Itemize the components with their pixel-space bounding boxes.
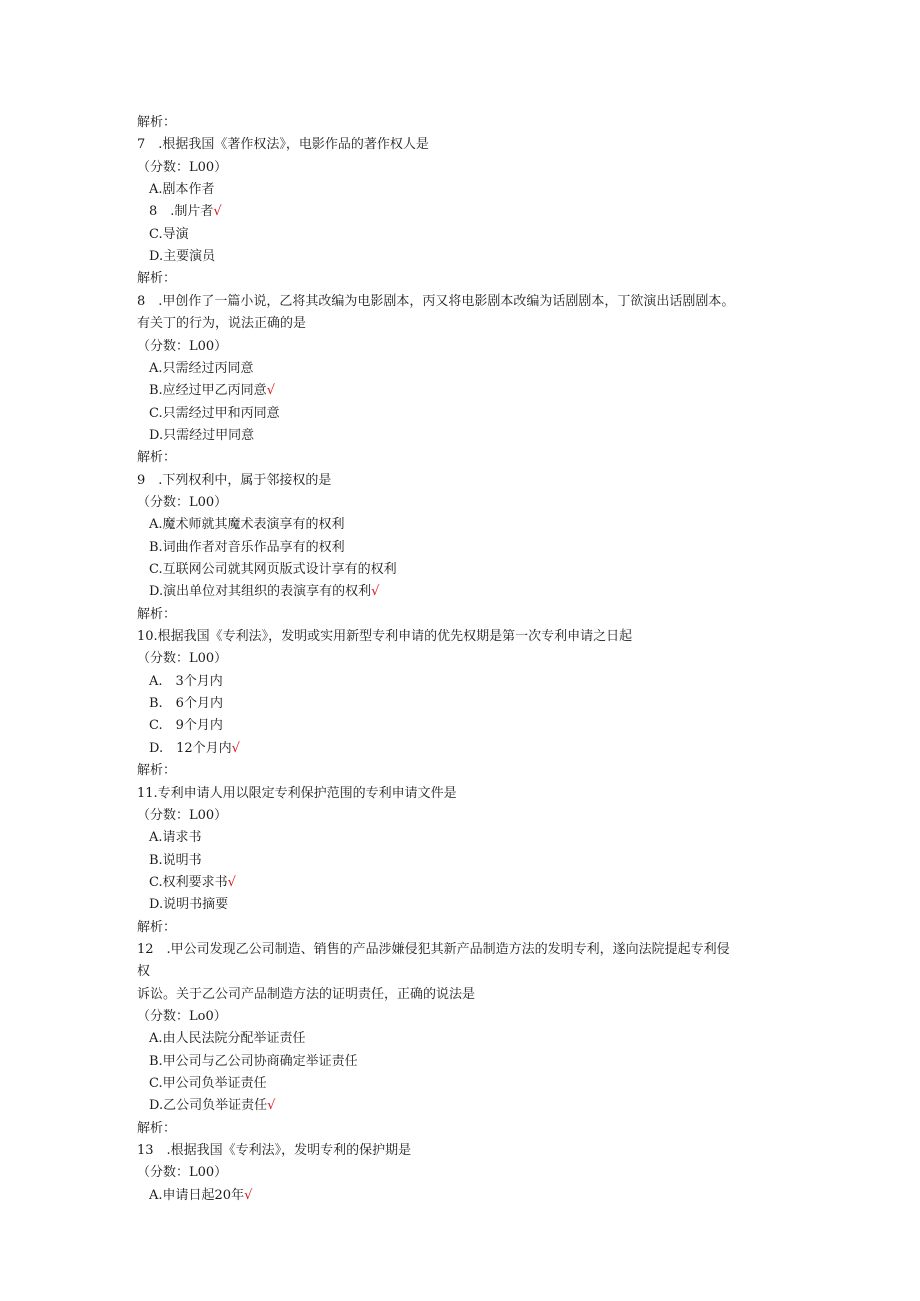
- line-text: D.演出单位对其组织的表演享有的权利: [149, 584, 372, 600]
- check-mark-icon: √: [371, 584, 380, 600]
- answer-option: [149, 674, 223, 690]
- question-line: [137, 1165, 227, 1181]
- answer-option: [149, 361, 254, 377]
- line-text: B. 6个月内: [149, 696, 223, 712]
- answer-option: [149, 1076, 267, 1092]
- line-text: 权: [137, 964, 151, 980]
- check-mark-icon: √: [266, 383, 275, 399]
- question-line: [137, 294, 734, 310]
- line-text: A.申请日起20年: [149, 1187, 245, 1203]
- line-text: 解析：: [137, 763, 177, 779]
- answer-option-correct: [149, 1098, 275, 1114]
- question-line: [137, 763, 176, 779]
- question-line: [137, 137, 429, 153]
- line-text: 解析：: [137, 271, 177, 287]
- line-text: 8 .甲创作了一篇小说，乙将其改编为电影剧本，丙又将电影剧本改编为话剧剧本，丁欲演出话剧剧本。: [137, 293, 735, 309]
- answer-option: [149, 718, 223, 734]
- question-line: [137, 629, 632, 645]
- line-text: 解析：: [137, 606, 177, 622]
- line-text: A.剧本作者: [149, 182, 215, 198]
- answer-option: [149, 227, 189, 243]
- question-line: [137, 473, 331, 489]
- question-line: [137, 271, 176, 287]
- question-line: [137, 964, 150, 980]
- line-text: B.应经过甲乙丙同意: [149, 383, 267, 399]
- line-text: （分数：L00）: [137, 494, 228, 510]
- question-line: [137, 115, 176, 131]
- line-text: （分数：L00）: [137, 159, 228, 175]
- answer-option: [149, 897, 228, 913]
- line-text: A.请求书: [149, 830, 202, 846]
- answer-option: [149, 182, 215, 198]
- line-text: 有关丁的行为，说法正确的是: [137, 316, 307, 332]
- line-text: 12 .甲公司发现乙公司制造、销售的产品涉嫌侵犯其新产品制造方法的发明专利，遂向法院提起专利侵: [137, 941, 730, 957]
- answer-option: [149, 1031, 306, 1047]
- line-text: C.甲公司负举证责任: [149, 1076, 267, 1092]
- line-text: 7 .根据我国《著作权法》，电影作品的著作权人是: [137, 137, 429, 153]
- question-line: [137, 495, 227, 511]
- line-text: 13 .根据我国《专利法》，发明专利的保护期是: [137, 1143, 412, 1159]
- question-line: [137, 607, 176, 623]
- check-mark-icon: √: [213, 204, 222, 220]
- line-text: D.乙公司负举证责任: [149, 1098, 268, 1114]
- line-text: B.甲公司与乙公司协商确定举证责任: [149, 1053, 358, 1069]
- question-line: [137, 1121, 176, 1137]
- line-text: B.说明书: [149, 852, 202, 868]
- line-text: （分数：L00）: [137, 807, 228, 823]
- check-mark-icon: √: [244, 1187, 253, 1203]
- line-text: （分数：L00）: [137, 338, 228, 354]
- answer-option-correct: [149, 383, 275, 399]
- check-mark-icon: √: [231, 740, 240, 756]
- check-mark-icon: √: [267, 1098, 276, 1114]
- line-text: 9 .下列权利中，属于邻接权的是: [137, 472, 332, 488]
- answer-option-correct: [149, 741, 240, 757]
- question-line: [137, 316, 306, 332]
- answer-option: [149, 853, 202, 869]
- line-text: 解析：: [137, 919, 177, 935]
- answer-option-correct: [149, 584, 379, 600]
- answer-option-correct: [149, 875, 236, 891]
- line-text: A. 3个月内: [149, 673, 223, 689]
- answer-option: [149, 696, 223, 712]
- question-line: [137, 920, 176, 936]
- line-text: D.主要演员: [149, 249, 216, 265]
- line-text: C.权利要求书: [149, 874, 228, 890]
- line-text: 解析：: [137, 1120, 177, 1136]
- line-text: A.只需经过丙同意: [149, 360, 254, 376]
- line-text: C. 9个月内: [149, 718, 223, 734]
- line-text: 解析：: [137, 450, 177, 466]
- question-line: [137, 450, 176, 466]
- question-line: [137, 160, 227, 176]
- answer-option: [149, 428, 254, 444]
- line-text: 解析：: [137, 115, 177, 130]
- question-line: [137, 786, 457, 802]
- question-line: [137, 651, 227, 667]
- line-text: 8 .制片者: [149, 204, 214, 220]
- line-text: （分数：L00）: [137, 1165, 228, 1181]
- answer-option-correct: [149, 204, 222, 220]
- answer-option: [149, 540, 345, 556]
- line-text: （分数：Lo0）: [137, 1009, 227, 1024]
- answer-option: [149, 249, 215, 265]
- line-text: 诉讼。关于乙公司产品制造方法的证明责任，正确的说法是: [137, 986, 476, 1002]
- question-line: [137, 987, 475, 1003]
- answer-option: [149, 406, 280, 422]
- answer-option: [149, 1054, 358, 1070]
- line-text: A.魔术师就其魔术表演享有的权利: [149, 517, 345, 533]
- question-line: [137, 808, 227, 824]
- line-text: A.由人民法院分配举证责任: [149, 1031, 306, 1047]
- question-line: [137, 1009, 227, 1025]
- line-text: C.只需经过甲和丙同意: [149, 405, 280, 421]
- line-text: D.说明书摘要: [149, 897, 229, 913]
- line-text: C.互联网公司就其网页版式设计享有的权利: [149, 562, 397, 577]
- line-text: B.词曲作者对音乐作品享有的权利: [149, 539, 345, 555]
- line-text: C.导演: [149, 226, 189, 242]
- answer-option: [149, 830, 202, 846]
- question-line: [137, 1143, 411, 1159]
- question-line: [137, 339, 227, 355]
- answer-option: [149, 562, 397, 578]
- answer-option-correct: [149, 1188, 252, 1204]
- line-text: D. 12个月内: [149, 740, 232, 756]
- line-text: （分数：L00）: [137, 651, 228, 667]
- line-text: 11.专利申请人用以限定专利保护范围的专利申请文件是: [137, 785, 457, 801]
- answer-option: [149, 517, 345, 533]
- line-text: 10.根据我国《专利法》，发明或实用新型专利申请的优先权期是第一次专利申请之日起: [137, 629, 633, 645]
- question-line: [137, 942, 730, 958]
- check-mark-icon: √: [227, 874, 236, 890]
- line-text: D.只需经过甲同意: [149, 427, 255, 443]
